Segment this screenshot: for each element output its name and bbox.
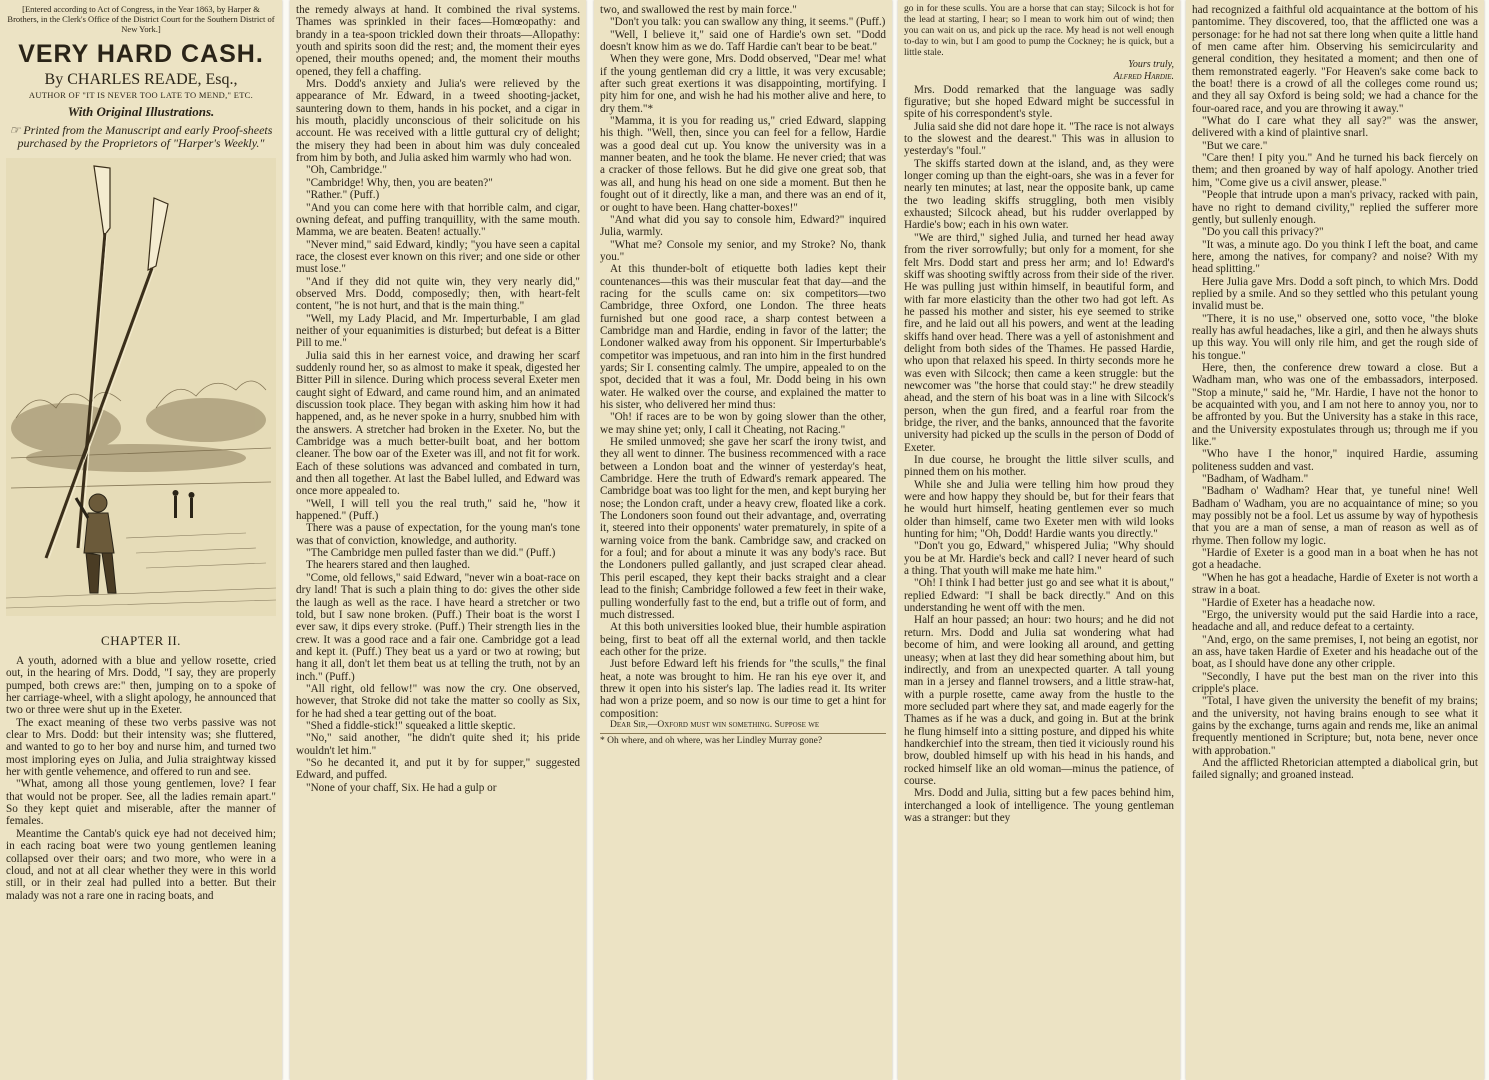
paragraph: "Well, I will tell you the real truth," said he, "how it happened." (Puff.) <box>296 497 580 523</box>
paragraph: "What, among all those young gentlemen, love? I fear that would not be proper. See, all the ladies remain apart." So they kept quiet and miserable, after the manner of females. <box>6 778 276 828</box>
paragraph: "Shed a fiddle-stick!" squeaked a little skeptic. <box>306 719 516 732</box>
paragraph: "Badham o' Wadham? Hear that, ye tuneful nine! Well Badham o' Wadham, you are no acquaintance of mine; so you may possibly not be a fool. Let us assume by way of hypothesis that you are a man of sense, a man of reason as well as of rhyme. Then follow my logic. <box>1192 485 1478 547</box>
column-2 <box>290 0 586 1080</box>
author-credits: AUTHOR OF "IT IS NEVER TOO LATE TO MEND," ETC. <box>28 90 254 100</box>
paragraph: "Ergo, the university would put the said Hardie into a race, headache and all, and reduce defeat to a certainty. <box>1192 608 1478 634</box>
paragraph: "There, it is no use," observed one, sotto voce, "the bloke really has awful headaches, like a girl, and then he always shuts up this way. You will only rile him, and get the rough side of his tongue." <box>1192 312 1478 362</box>
paragraph: A youth, adorned with a blue and yellow rosette, cried out, in the hearing of Mrs. Dodd, "I say, they are properly pumped, both crews are:" then, jumping on to a spoke of her carriage-wheel, with a slight apology, he announced that two or three were shut up in the Exeter. <box>6 655 276 717</box>
letter-opening: Dear Sir,—Oxford must win something. Suppose we <box>610 719 820 730</box>
column-5 <box>1186 0 1484 1080</box>
paragraph: "All right, old fellow!" was now the cry. One observed, however, that Stroke did not take the matter so coolly as Six, for he had shed a tear getting out of the boat. <box>296 682 580 720</box>
paragraph: "Do you call this privacy?" <box>1202 226 1324 239</box>
paragraph: "The Cambridge men pulled faster than we did." (Puff.) <box>306 547 556 560</box>
paragraph: "Oh, Cambridge." <box>306 164 387 177</box>
paragraph: "Mamma, it is you for reading us," cried Edward, slapping his thigh. "Well, then, since you can feel for a fellow, Hardie was a good deal cut up. You know the university was in a manner beaten, and he took the blame. He never cried; that was a cracker of those fellows. But he did give one great sob, that was all, and hung his head on one side a moment. But then he fought out of it directly, like a man, and there was an end of it, or ought to have been. Hang chatter-boxes!" <box>600 115 886 214</box>
paragraph: He smiled unmoved; she gave her scarf the irony twist, and they all went to dinner. The business recommenced with a race between a London boat and the winner of yesterday's heat, Cambridge. Here the truth of Edward's remark appeared. The Cambridge boat was too light for the men, and kept burying her nose; the London craft, under a heavy crew, floated like a cork. The Londoners soon found out their advantage, and, overrating it, steered into their opponents' water prematurely, in spite of a warning voice from the bank. Cambridge saw, and cracked on for a foul; and for about a minute it was any body's race. But the Londoners pulled gallantly, and just scraped clear ahead. This peril escaped, they kept their backs straight and a clear lead to the finish; Cambridge followed a few feet in their wake, pulling wonderfully fast to the end, but a trifle out of form, and much distressed. <box>600 436 886 621</box>
chapter-heading: CHAPTER II. <box>101 633 181 648</box>
paragraph: "So he decanted it, and put it by for supper," suggested Edward, and puffed. <box>296 756 580 782</box>
paragraph: "Well, my Lady Placid, and Mr. Imperturbable, I am glad neither of your equanimities is disturbed; but defeat is a Bitter Pill to me." <box>296 312 580 350</box>
paragraph: "And you can come here with that horrible calm, and cigar, owning defeat, and puffing tranquillity, with the same mouth. Mamma, we are beaten. Beaten! actually." <box>296 201 580 239</box>
letter-body: go in for these sculls. You are a horse that can stay; Silcock is hot for the lead at starting, I hear; so I mean to work him out of wind; then you can wait on us, and pick up the race. My head is not well enough to-day to win, but I am good to pump the Cockney; he is quick, but a little stale. <box>904 4 1174 58</box>
paragraph: "Well, I believe it," said one of Hardie's own set. "Dodd doesn't know him as we do. Taff Hardie can't bear to be beat." <box>600 28 886 54</box>
illustrations-heading: With Original Illustrations. <box>67 104 215 119</box>
paragraph: the remedy always at hand. It combined the rival systems. Thames was sprinkled in their faces—Homœopathy: and brandy in a tea-spoon trickled down their throats—Allopathy: youth and spirits soon did the rest; and, the moment their eyes opened, their mouths opened; and, the moment their mouths opened, they fell a chaffing. <box>296 4 580 78</box>
paragraph: The skiffs started down at the island, and, as they were longer coming up than the eight-oars, she was in a fever for nearly ten minutes; at last, near the opposite bank, up came the two leading skiffs struggling, both men visibly exhausted; Silcock ahead, but his rudder overlapped by Hardie's bow; each in his own water. <box>904 157 1174 232</box>
paragraph: "Total, I have given the university the benefit of my brains; and the university, not having brains enough to see what it gains by the exchange, turns again and rends me, like an animal frequently mentioned in Scripture; but, nota bene, never once with approbation." <box>1192 695 1478 757</box>
paragraph: Mrs. Dodd remarked that the language was sadly figurative; but she hoped Edward might be successful in spite of his correspondent's style. <box>904 83 1174 121</box>
paragraph: The hearers stared and then laughed. <box>306 559 471 572</box>
story-title: VERY HARD CASH. <box>18 40 264 68</box>
paragraph: While she and Julia were telling him how proud they were and how happy they should be, but for their fears that he would hurt himself, heating gentlemen ever so much older than himself, came two Exeter men with wild looks hunting for him; "Oh, Dodd! Hardie wants you directly." <box>904 478 1174 541</box>
paragraph: There was a pause of expectation, for the young man's tone was that of conviction, knowledge, and authority. <box>296 522 580 547</box>
paragraph: "We are third," sighed Julia, and turned her head away from the river sorrowfully; but only for a moment, for she felt Mrs. Dodd start and press her arm; and lo! Edward's skiff was shooting swiftly across from their side of the river. He was pulling just within himself, in beautiful form, and with far more elasticity than the other two had got left. As he passed his mother and sister, his eye seemed to strike fire, and he laid out all his powers, and went at the leading skiffs hand over head. There was a yell of astonishment and delight from both sides of the Thames. He passed Hardie, who upon that relaxed his speed. In thirty seconds more he was even with Silcock; then came a keen struggle: but the newcomer was "the horse that could stay:" he drew steadily ahead, and the stern of his boat was in a line with Silcock's person, when the gun fired, and a fearful roar from the bridge, the river, and the banks, announced that the favorite university had picked up the sculls in the person of Dodd of Exeter. <box>904 231 1174 454</box>
paragraph: "When he has got a headache, Hardie of Exeter is not worth a straw in a boat. <box>1192 571 1478 597</box>
paragraph: "And, ergo, on the same premises, I, not being an egotist, nor an ass, have taken Hardie of Exeter and his headache out of the boat, as I should have done any other cripple. <box>1192 633 1478 671</box>
paragraph: "Secondly, I have put the best man on the river into this cripple's place. <box>1192 670 1478 695</box>
rower-oars-illustration <box>6 158 276 616</box>
paragraph: two, and swallowed the rest by main force." <box>600 4 797 16</box>
paragraph: "It was, a minute ago. Do you think I left the boat, and came here, among the natives, for company? and noise? With my head splitting." <box>1192 238 1478 276</box>
column-4 <box>898 0 1180 1080</box>
paragraph: "Hardie of Exeter has a headache now. <box>1202 596 1376 609</box>
paragraph: "Care then! I pity you." And he turned his back fiercely on them; and then groaned by way of half apology. Another tried him, "Come give us a civil answer, please." <box>1192 152 1478 189</box>
paragraph: Mrs. Dodd and Julia, sitting but a few paces behind him, interchanged a look of intelligence. The young gentleman was a stranger: but they <box>904 787 1174 824</box>
paragraph: "Don't you talk: you can swallow any thing, it seems." (Puff.) <box>610 16 886 29</box>
paragraph: "What do I care what they all say?" was the answer, delivered with a kind of plaintive snarl. <box>1192 115 1478 140</box>
paragraph: "Don't you go, Edward," whispered Julia; "Why should you be at Mr. Hardie's beck and call? I never heard of such a thing. That youth will make me hate him." <box>904 540 1174 578</box>
paragraph: Here Julia gave Mrs. Dodd a soft pinch, to which Mrs. Dodd replied by a smile. And so they settled who this petulant young invalid must be. <box>1192 275 1478 313</box>
paragraph: And the afflicted Rhetorician attempted a diabolical grin, but failed signally; and groaned instead. <box>1192 756 1478 782</box>
paragraph: "Never mind," said Edward, kindly; "you have seen a capital race, the closest ever known on this river; and one side or other must lose." <box>296 238 580 276</box>
paragraph: Here, then, the conference drew toward a close. But a Wadham man, who was one of the embassadors, interposed. "Stop a minute," said he, "Mr. Hardie, I have not the honor to be acquainted with you, and I am not here to annoy you, nor to be affronted by you. But the University has a stake in this race, and the University expostulates through us; through me if you like." <box>1192 361 1478 449</box>
printed-from-note: ☞ Printed from the Manuscript and early Proof-sheets purchased by the Proprietors of "Harper's Weekly." <box>9 123 273 150</box>
paragraph: Mrs. Dodd's anxiety and Julia's were relieved by the appearance of Mr. Edward, in a tweed shooting-jacket, sauntering down to them, hands in his pocket, and a cigar in his mouth, placidly unconscious of their solicitude on his account. He was received with a little guttural cry of delight; the misery they had been in about him was duly concealed from him by both, and Julia asked him warmly who had won. <box>296 78 580 165</box>
paragraph: "Oh! if races are to be won by going slower than the other, we may shine yet; only, I call it Cheating, not Racing." <box>600 411 886 436</box>
paragraph: "And if they did not quite win, they very nearly did," observed Mrs. Dodd, composedly; then, with heart-felt content, "he is not hurt, and that is the main thing." <box>296 275 580 313</box>
footnote: * Oh where, and oh where, was her Lindley Murray gone? <box>600 733 886 747</box>
paragraph: "Who have I the honor," inquired Hardie, assuming politeness sudden and vast. <box>1192 448 1478 473</box>
paragraph: "And what did you say to console him, Edward?" inquired Julia, warmly. <box>600 213 886 239</box>
paragraph: "People that intrude upon a man's privacy, racked with pain, have no right to demand civility," replied the sufferer more gently, but sullenly enough. <box>1192 189 1478 226</box>
paragraph: In due course, he brought the little silver sculls, and pinned them on his mother. <box>904 454 1174 479</box>
column-1 <box>0 0 282 1080</box>
letter-closing: Yours truly, <box>1128 59 1174 70</box>
paragraph: "No," said another, "he didn't quite shed it; his pride wouldn't let him." <box>296 732 580 757</box>
paragraph: Julia said she did not dare hope it. "The race is not always to the slowest and the dearest." This was in allusion to yesterday's "foul." <box>904 120 1174 158</box>
paragraph: "Come, old fellows," said Edward, "never win a boat-race on dry land! That is such a plain thing to do: gives the other side the laugh as well as the race. I have heard a stretcher or two told, but I saw none broken. (Puff.) Their boat is the worst I ever saw, it dips every stroke. (Puff.) Their strength lies in the crew. It was a good race and a fair one. Cambridge got a lead and kept it. (Puff.) They beat us a yard or two at rowing; but hang it all, don't let them beat us at telling the truth, not by an inch." (Puff.) <box>296 571 580 683</box>
paragraph: "Hardie of Exeter is a good man in a boat when he has not got a headache. <box>1192 547 1478 572</box>
author-byline: By CHARLES READE, Esq., <box>44 71 238 88</box>
copyright-notice: [Entered according to Act of Congress, in the Year 1863, by Harper & Brothers, in the Clerk's Office of the District Court for the Southern District of New York.] <box>7 4 275 34</box>
paragraph: Half an hour passed; an hour: two hours; and he did not return. Mrs. Dodd and Julia sat wondering what had become of him, and were looking all around, and getting uneasy; when at last they did hear something about him, but indirectly, and from an unexpected quarter. A tall young man in a jersey and flannel trowsers, and a little straw-hat, with a purple rosette, came away from the hustle to the more secluded part where they sat, and made eagerly for the Thames as if he was a duck, and going in. But at the brink he flung himself into a sitting posture, and dipped his white handkerchief into the stream, then tied it viciously round his brow, doubled himself up with his head in his hands, and rocked himself like an old woman—minus the patience, of course. <box>904 614 1174 787</box>
paragraph: "What me? Console my senior, and my Stroke? No, thank you." <box>600 238 886 263</box>
paragraph: Just before Edward left his friends for "the sculls," the final heat, a note was brought to him. He ran his eye over it, and threw it open into his sister's lap. The ladies read it. Its writer had won a prize poem, and so now is our time to get a hint for composition: <box>600 658 886 720</box>
paragraph: "But we care." <box>1202 139 1268 152</box>
letter-signature: Alfred Hardie. <box>1113 71 1174 83</box>
paragraph: had recognized a faithful old acquaintance at the bottom of his pantomime. They discovered, too, that the afflicted one was a personage: for he had not sat there long when quite a little hand of men came after him. Observing his semicircularity and general condition, they hesitated a moment; and then one of them remonstrated eagerly. "For Heaven's sake come back to the boat! there is a crowd of all the colleges come round us; and they all say Oxford is being sold; we had a chance for the four-oared race, and you are throwing it away." <box>1192 4 1478 115</box>
paragraph: At this both universities looked blue, their humble aspiration being, first to beat off all the external world, and then tackle each other for the prize. <box>600 621 886 658</box>
paragraph: Meantime the Cantab's quick eye had not deceived him; in each racing boat were two young gentlemen leaning collapsed over their oars; and two more, who were in a cloud, and not at all clear whether they were in this world still, or in their zeal had pulled into a better. But their malady was not a rare one in racing boats, and <box>6 827 276 902</box>
paragraph: "Rather." (Puff.) <box>306 189 380 202</box>
paragraph: At this thunder-bolt of etiquette both ladies kept their countenances—this was their muscular feat that day—and the racing for the sculls came on: six competitors—two Cambridge, three Oxford, one London. The three heats furnished but one good race, a sharp contest between a Cambridge man and Hardie, ending in favor of the latter; the Londoner walked away from his opponent. Sir Imperturbable's competitor was impetuous, and ran into him in the first hundred yards; Sir I. consenting calmly. The umpire, appealed to on the spot, decided that it was a foul, Mr. Dodd being in his own water. He walked over the course, and explained the matter to his sister, who delivered her mind thus: <box>600 263 886 411</box>
paragraph: "None of your chaff, Six. He had a gulp or <box>306 781 497 794</box>
paragraph: When they were gone, Mrs. Dodd observed, "Dear me! what if the young gentleman did cry a little, it was very excusable; after such great exertions it was disappointing, mortifying. I pity him for one, and wish he had his mother alive and here, to dry them."* <box>600 53 886 115</box>
paragraph: Julia said this in her earnest voice, and drawing her scarf suddenly round her, so as almost to make it speak, digested her Bitter Pill in silence. During which process several Exeter men caught sight of Edward, and came round him, and an animated discussion took place. They began with asking him how it had happened, and, as he never spoke in a hurry, snubbed him with the answers. A stretcher had broken in the Exeter. No, but the Cambridge was a much better-built boat, and her bottom cleaner. The bow oar of the Exeter was ill, and not fit for work. Each of these solutions was advanced and combated in turn, and then all together. At last the Babel lulled, and Edward was once more appealed to. <box>296 349 580 498</box>
paragraph: "Cambridge! Why, then, you are beaten?" <box>306 176 493 189</box>
paragraph: "Oh! I think I had better just go and see what it is about," replied Edward: "I shall be back directly." And on this understanding he went off with the men. <box>904 577 1174 615</box>
paragraph: "Badham, of Wadham." <box>1202 473 1309 486</box>
column-3 <box>594 0 892 1080</box>
paragraph: The exact meaning of these two verbs passive was not clear to Mrs. Dodd: but their intensity was; she fluttered, and wanted to go to her boy and nurse him, and turned two most imploring eyes on Julia, and Julia straightway kissed her with gentle vehemence, and offered to run and see. <box>6 716 276 779</box>
